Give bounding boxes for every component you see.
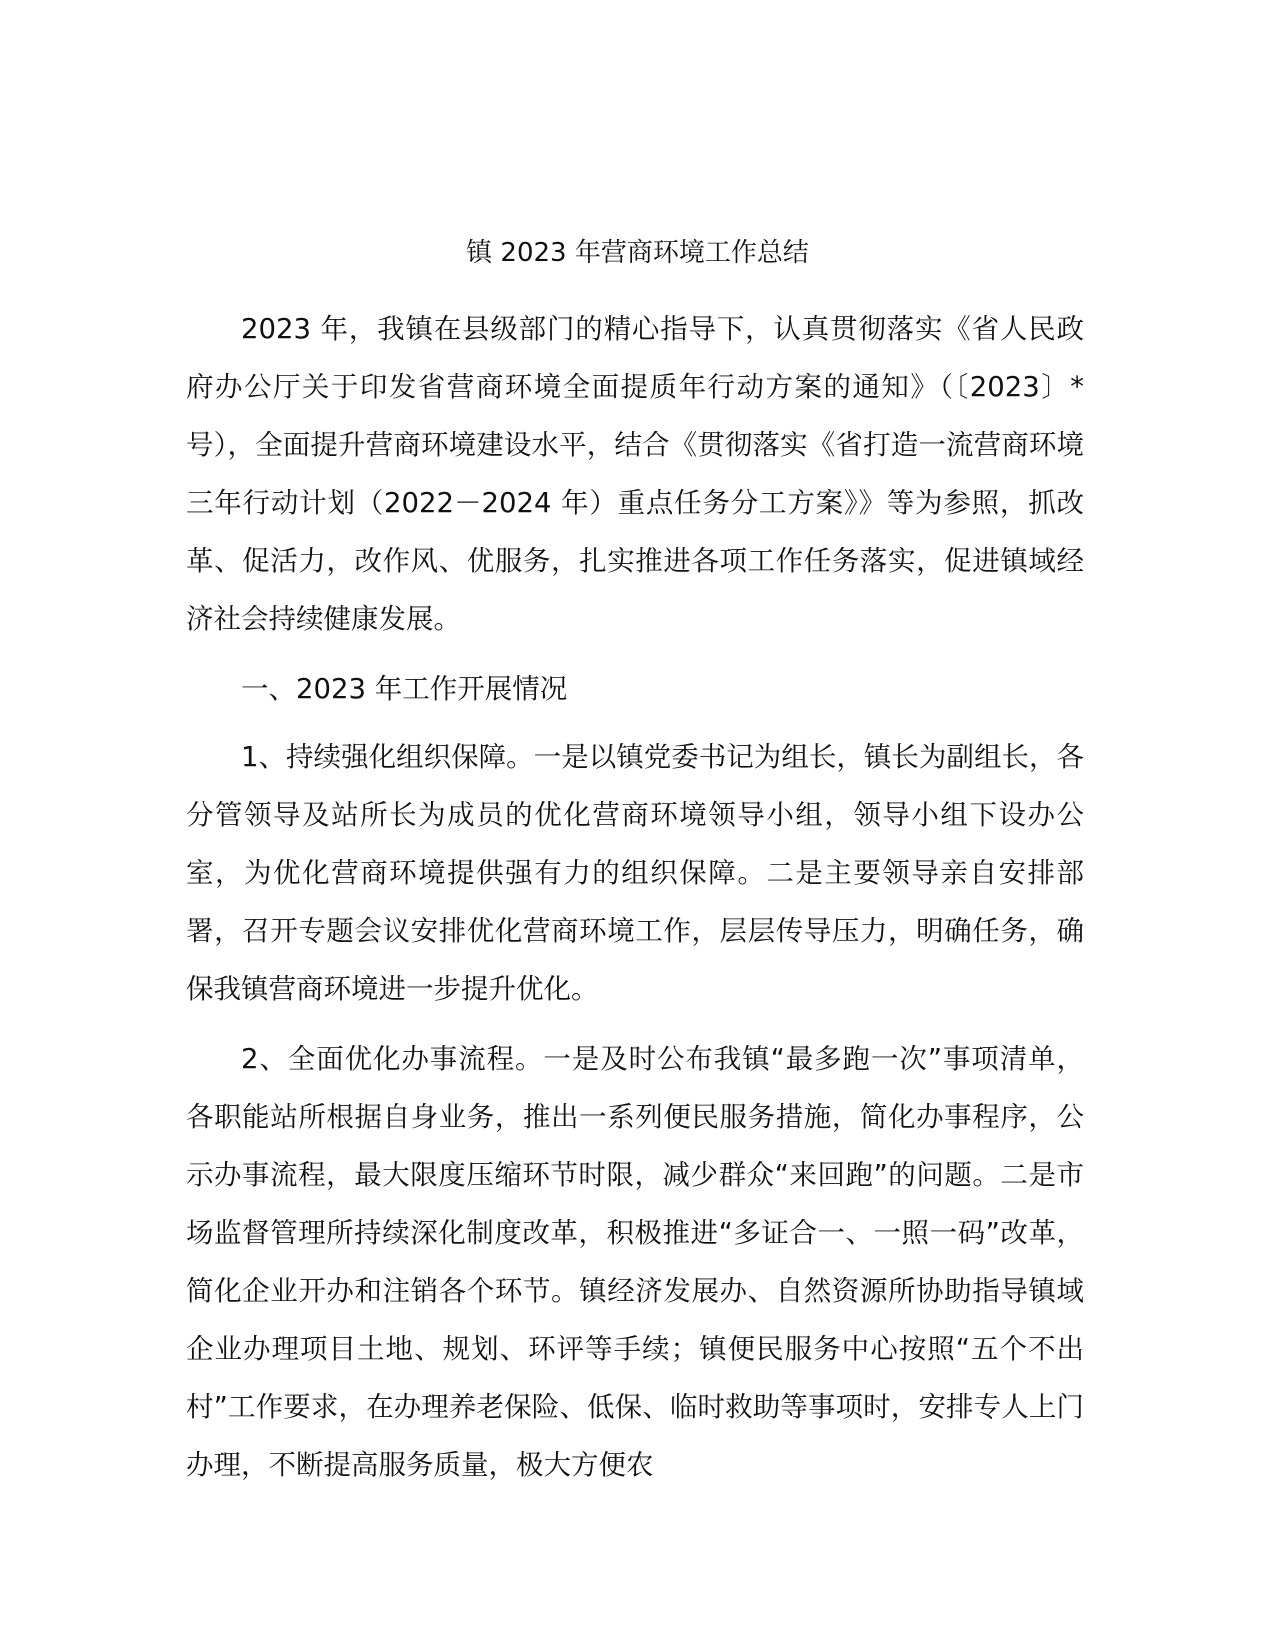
intro-paragraph: 2023 年，我镇在县级部门的精心指导下，认真贯彻落实《省人民政府办公厅关于印发省营商环境全面提质年行动方案的通知》（〔2023〕*号），全面提升营商环境建设水平，结合《贯彻落实《省打造一流营商环境三年行动计划（2022－2024 年）重点任务分工方案》》等为参照，抓改革、促活力，改作风、优服务，扎实推进各项工作任务落实，促进镇域经济社会持续健康发展。 bbox=[186, 313, 1084, 635]
paragraph-organization: 1、持续强化组织保障。一是以镇党委书记为组长，镇长为副组长，各分管领导及站所长为成员的优化营商环境领导小组，领导小组下设办公室，为优化营商环境提供强有力的组织保障。二是主要领导亲自安排部署，召开专题会议安排优化营商环境工作，层层传导压力，明确任务，确保我镇营商环境进一步提升优化。 bbox=[186, 741, 1084, 1005]
section-heading: 一、2023 年工作开展情况 bbox=[241, 673, 568, 705]
paragraph-process: 2、全面优化办事流程。一是及时公布我镇“最多跑一次”事项清单，各职能站所根据自身业务，推出一系列便民服务措施，简化办事程序，公示办事流程，最大限度压缩环节时限，减少群众“来回跑”的问题。二是市场监督管理所持续深化制度改革，积极推进“多证合一、一照一码”改革，简化企业开办和注销各个环节。镇经济发展办、自然资源所协助指导镇域企业办理项目土地、规划、环评等手续；镇便民服务中心按照“五个不出村”工作要求，在办理养老保险、低保、临时救助等事项时，安排专人上门办理，不断提高服务质量，极大方便农 bbox=[186, 1043, 1084, 1481]
document-body bbox=[186, 300, 1084, 1506]
document-title: 镇 2023 年营商环境工作总结 bbox=[466, 238, 809, 268]
